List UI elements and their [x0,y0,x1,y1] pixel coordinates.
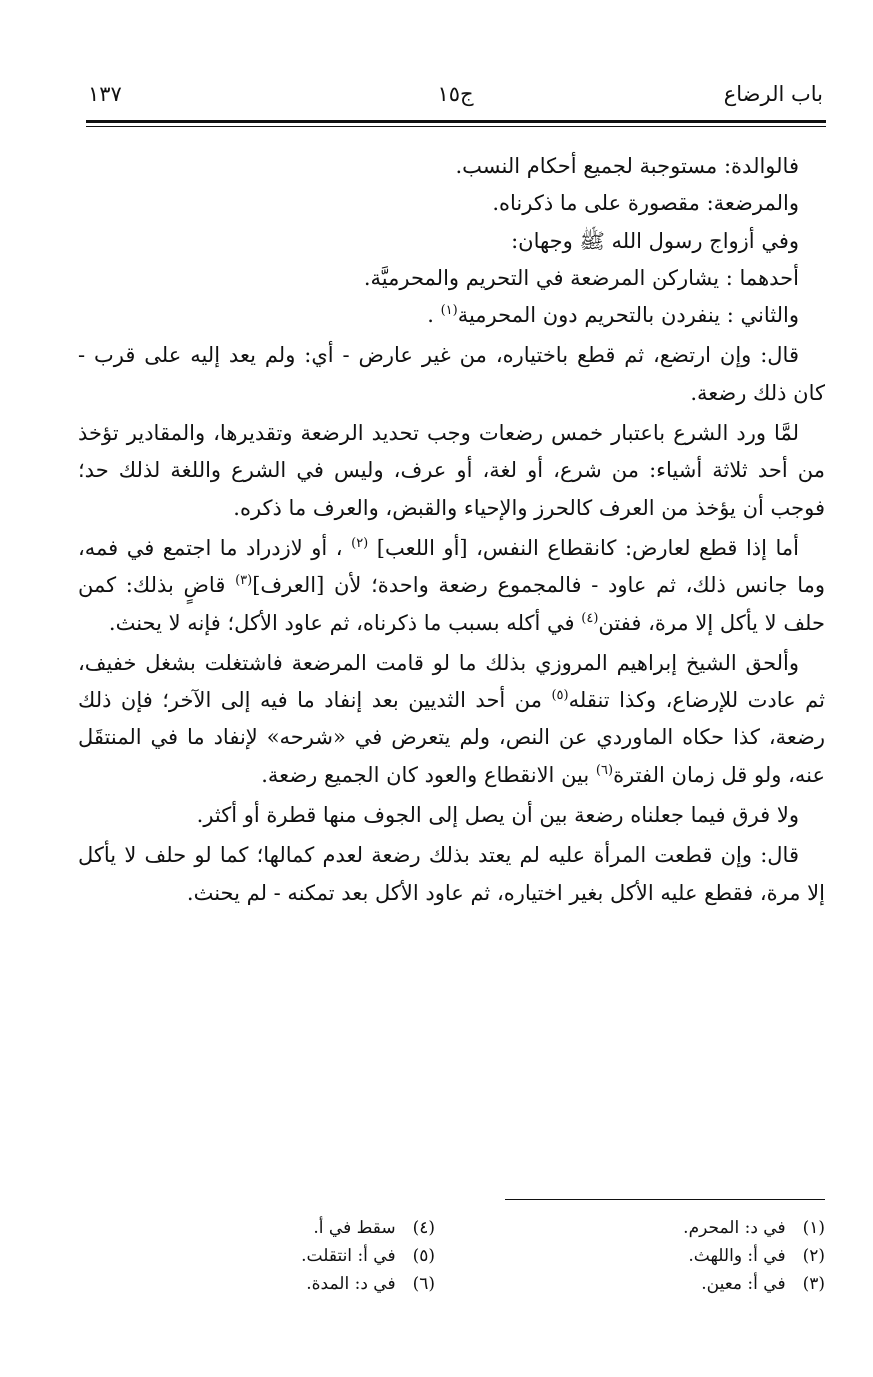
footnote-number: (٣) [802,1274,825,1294]
footnote-ref: (٥) [551,688,569,704]
footnote-number: (٦) [412,1274,435,1294]
paragraph-text: أما إذا قطع لعارض: كانقطاع النفس، [أو اللعب] [376,535,799,560]
footnote-number: (١) [802,1218,825,1238]
running-header [88,82,823,118]
footnote-text: في أ: معين. [701,1274,786,1294]
footnote-ref: (٦) [595,762,614,778]
paragraph-text: من أحد الثديين بعد إنفاد ما فيه إلى الآخر؛ فإن ذلك رضعة، كذا حكاه الماوردي عن النص، ولم يتعرض في «شرحه» لإنفاد ما في المنتقَل عنه، ولو قل زمان الفترة [78,688,825,787]
paragraph-text: قاضٍ بذلك: كمن حلف لا يأكل إلا مرة، ففتن [78,573,825,635]
footnote-number: (٢) [802,1246,825,1266]
header-rule-thick [86,120,826,123]
footnote-ref: (٢) [351,535,369,551]
footnote-column-right [525,1214,825,1298]
paragraph: لمَّا ورد الشرع باعتبار خمس رضعات وجب تحديد الرضعة وتقديرها، والمقادير تؤخذ من أحد ثلاثة أشياء: من شرع، أو لغة، أو عرف، وليس في الشرع واللغة لذلك حد؛ فوجب أن يؤخذ من العرف كالحرز والإحياء والقبض، والعرف ما ذكره. [78,421,825,520]
page-number: ١٣٧ [88,82,122,106]
footnote-text: في د: المحرم. [683,1218,786,1238]
paragraph [78,645,825,794]
paragraph: أحدهما : يشاركن المرضعة في التحريم والمحرميَّة. [363,265,799,290]
volume-number: ج١٥ [437,82,474,106]
header-rule-thin [86,126,826,127]
footnote-number: (٥) [412,1246,435,1266]
footnote-item [525,1214,825,1242]
footnote-column-left [135,1214,435,1298]
footnote-item [135,1214,435,1242]
footnote-text: في أ: واللهث. [688,1246,786,1266]
paragraph: والثاني : ينفردن بالتحريم دون المحرمية$^{(١)}$ . [427,303,799,328]
paragraph: قال: وإن قطعت المرأة عليه لم يعتد بذلك رضعة لعدم كمالها؛ كما لو حلف لا يأكل إلا مرة، فقطع عليه الأكل بغير اختياره، ثم عاود الأكل بعد تمكنه - لم يحنث. [78,843,825,905]
footnote-item [525,1270,825,1298]
footnote-item [525,1242,825,1270]
footnote-separator [505,1199,825,1200]
paragraph: ولا فرق فيما جعلناه رضعة بين أن يصل إلى الجوف منها قطرة أو أكثر. [196,803,799,828]
paragraph: فالوالدة: مستوجبة لجميع أحكام النسب. [455,154,799,178]
paragraph-text: في أكله بسبب ما ذكرناه، ثم عاود الأكل؛ فإنه لا يحنث. [108,610,575,635]
footnote-text: سقط في أ. [313,1218,396,1238]
paragraph: قال: وإن ارتضع، ثم قطع باختياره، من غير عارض - أي: ولم يعد إليه على قرب - كان ذلك رضعة. [78,343,825,405]
paragraph: والمرضعة: مقصورة على ما ذكرناه. [492,191,799,216]
footnote-text: في أ: انتقلت. [301,1246,396,1266]
paragraph-text: وألحق الشيخ إبراهيم المروزي بذلك ما لو قامت المرضعة فاشتغلت بشغل خفيف، ثم عادت للإرضاع، وكذا تنقله [78,650,825,713]
footnote-item [135,1242,435,1270]
paragraph-text: والثاني : ينفردن بالتحريم دون المحرمية [457,303,799,328]
footnote-ref: (٣) [235,573,253,589]
footnote-ref: (٤) [581,610,599,626]
footnote-item [135,1270,435,1298]
chapter-title: باب الرضاع [723,82,823,106]
paragraph-text: بين الانقطاع والعود كان الجميع رضعة. [261,762,590,787]
main-text [78,148,825,912]
paragraph [78,530,825,642]
footnote-ref: (١) [440,303,458,319]
paragraph-text: ، أو لازدراد ما اجتمع في فمه، وما جانس ذلك، ثم عاود - فالمجموع رضعة واحدة؛ لأن [العرف] [78,535,825,598]
paragraph: وفي أزواج رسول الله ﷺ وجهان: [511,228,799,253]
footnote-text: في د: المدة. [306,1274,396,1294]
footnote-number: (٤) [412,1218,435,1238]
